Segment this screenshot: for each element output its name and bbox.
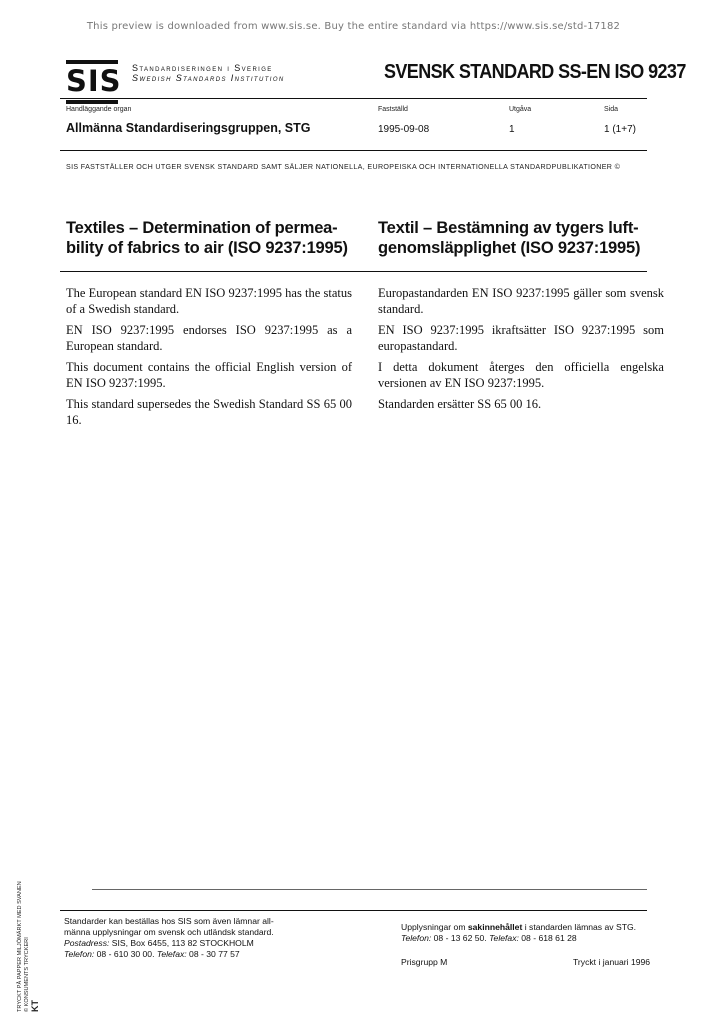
swedish-paragraph: I detta dokument återges den officiella engelska versionen av EN ISO 9237:1995. xyxy=(378,360,664,390)
footer-divider xyxy=(60,910,647,911)
english-paragraph: The European standard EN ISO 9237:1995 has the status of a Swedish standard. xyxy=(66,286,352,316)
standard-designation: SVENSK STANDARD SS-EN ISO 9237 xyxy=(384,60,686,83)
edition-label: Utgåva xyxy=(509,106,532,113)
english-paragraph: EN ISO 9237:1995 endorses ISO 9237:1995 as a European standard. xyxy=(66,323,352,353)
phone-label: Telefon: xyxy=(401,933,432,943)
ordering-info xyxy=(64,916,304,960)
established-label: Fastställd xyxy=(378,106,408,113)
edition-value: 1 xyxy=(509,124,515,135)
content-info-post: i standarden lämnas av STG. xyxy=(524,922,637,932)
preview-notice: This preview is downloaded from www.sis.se. Buy the entire standard via https://www.sis.se/std-17182 xyxy=(86,21,621,32)
content-info xyxy=(401,922,651,967)
page-value: 1 (1+7) xyxy=(604,124,636,135)
print-date: Tryckt i januari 1996 xyxy=(573,957,651,967)
postal-address xyxy=(64,938,304,949)
imprint-line: TRYCKT PÅ PAPPER MILJÖMÄRKT MED SVANEN xyxy=(17,881,23,1012)
fax-value: 08 - 30 77 57 xyxy=(189,949,240,959)
header-divider xyxy=(60,98,647,99)
footer-divider-top xyxy=(92,889,647,890)
fax-label: Telefax: xyxy=(156,949,187,959)
page-label: Sida xyxy=(604,106,619,113)
printer-imprint xyxy=(17,822,43,1012)
english-body xyxy=(66,285,352,433)
english-title: Textiles – Determination of permea-bility of fabrics to air (ISO 9237:1995) xyxy=(66,219,348,257)
ordering-text: männa upplysningar om svensk och utländsk standard. xyxy=(64,927,274,937)
swedish-paragraph: Europastandarden EN ISO 9237:1995 gäller som svensk standard. xyxy=(378,286,664,316)
org-name-swedish: Standardiseringen i Sverige xyxy=(132,63,273,73)
org-name-english: Swedish Standards Institution xyxy=(132,73,285,83)
postal-address-label: Postadress: xyxy=(64,938,110,948)
phone-label: Telefon: xyxy=(64,949,95,959)
responsible-value: Allmänna Standardiseringsgruppen, STG xyxy=(66,121,311,135)
fax-label: Telefax: xyxy=(489,933,519,943)
content-info-bold: sakinnehållet xyxy=(467,922,523,932)
postal-address-value: SIS, Box 6455, 113 82 STOCKHOLM xyxy=(111,938,254,948)
phone-value: 08 - 610 30 00. xyxy=(96,949,155,959)
content-info-text xyxy=(401,922,651,933)
content-info-pre: Upplysningar om xyxy=(401,922,466,932)
sis-contact xyxy=(64,949,304,960)
swedish-paragraph: EN ISO 9237:1995 ikraftsätter ISO 9237:1995 som europastandard. xyxy=(378,323,664,353)
imprint-line: © KONSUMENTS TRYCKERI xyxy=(24,937,30,1012)
fax-value: 08 - 618 61 28 xyxy=(521,933,577,943)
responsible-label: Handläggande organ xyxy=(66,106,132,113)
english-paragraph: This document contains the official English version of EN ISO 9237:1995. xyxy=(66,360,352,390)
sis-tagline: SIS FASTSTÄLLER OCH UTGER SVENSK STANDARD SAMT SÄLJER NATIONELLA, EUROPEISKA OCH INTERNATIONELLA STANDARDPUBLIKATIONER © xyxy=(66,163,621,171)
price-group: Prisgrupp M xyxy=(401,957,448,967)
swedish-body xyxy=(378,285,664,417)
swedish-paragraph: Standarden ersätter SS 65 00 16. xyxy=(378,397,542,411)
stg-contact xyxy=(401,933,651,944)
swedish-title: Textil – Bestämning av tygers luft-genomsläpplighet (ISO 9237:1995) xyxy=(378,219,641,257)
ordering-text: Standarder kan beställas hos SIS som även lämnar all- xyxy=(64,916,274,926)
logo-bottom-bar xyxy=(66,100,118,104)
phone-value: 08 - 13 62 50. xyxy=(433,933,487,943)
logo-text: SIS xyxy=(66,64,122,98)
meta-divider xyxy=(60,150,647,151)
title-divider xyxy=(60,271,647,272)
english-paragraph: This standard supersedes the Swedish Standard SS 65 00 16. xyxy=(66,397,352,427)
established-value: 1995-09-08 xyxy=(378,124,430,135)
imprint-mark: KT xyxy=(30,1000,40,1012)
